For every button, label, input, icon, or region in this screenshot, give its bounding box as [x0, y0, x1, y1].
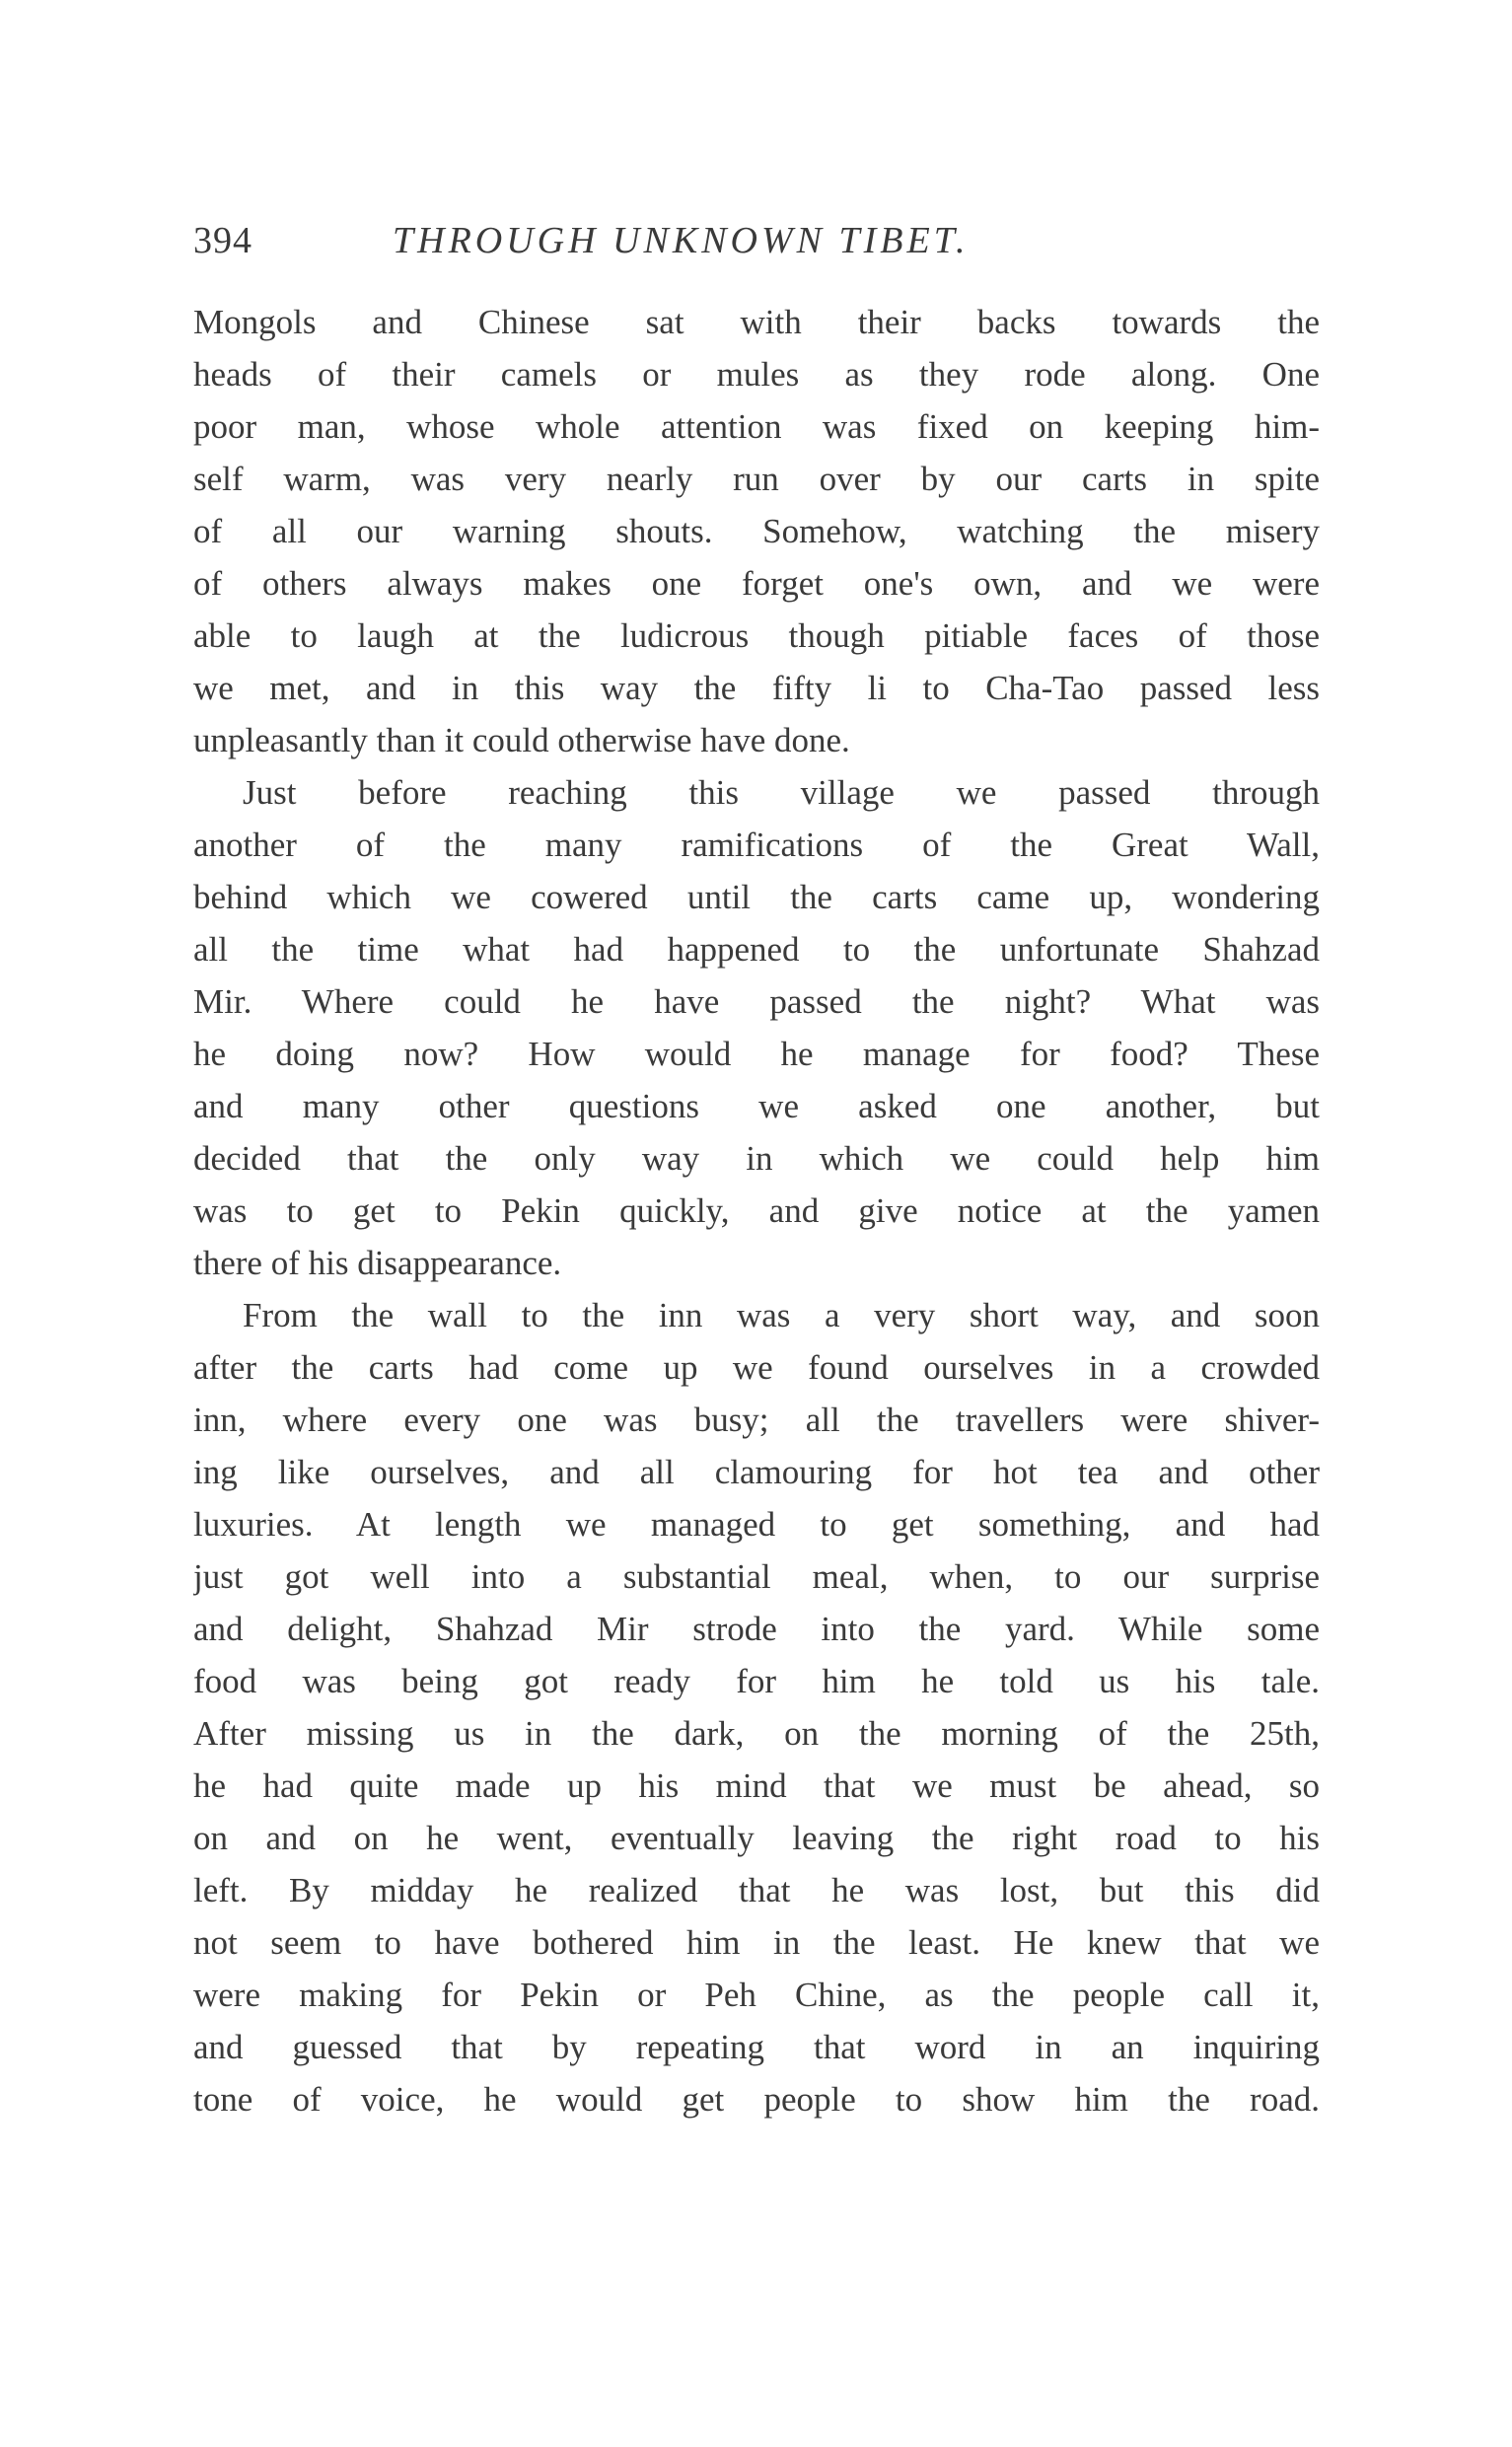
- text-line: From the wall to the inn was a very short way, and soon: [243, 1296, 1320, 1334]
- text-line: decided that the only way in which we could help him: [193, 1139, 1320, 1178]
- text-line: on and on he went, eventually leaving the right road to his: [193, 1819, 1320, 1857]
- text-line: and many other questions we asked one another, but: [193, 1087, 1320, 1125]
- text-line: luxuries. At length we managed to get something, and had: [193, 1505, 1320, 1544]
- text-line: left. By midday he realized that he was lost, but this did: [193, 1871, 1320, 1909]
- text-line: After missing us in the dark, on the morning of the 25th,: [193, 1714, 1320, 1753]
- text-line: poor man, whose whole attention was fixed on keeping him-: [193, 407, 1320, 446]
- text-line: he had quite made up his mind that we must be ahead, so: [193, 1766, 1320, 1805]
- text-line: after the carts had come up we found ourselves in a crowded: [193, 1348, 1320, 1387]
- text-line: and guessed that by repeating that word in an inquiring: [193, 2028, 1320, 2066]
- text-line: were making for Pekin or Peh Chine, as the people call it,: [193, 1976, 1320, 2014]
- running-title: THROUGH UNKNOWN TIBET.: [393, 220, 970, 261]
- text-line: there of his disappearance.: [193, 1244, 562, 1282]
- text-line: tone of voice, he would get people to show him the road.: [193, 2080, 1320, 2119]
- text-line: Just before reaching this village we passed through: [243, 773, 1320, 812]
- text-line: we met, and in this way the fifty li to Cha-Tao passed less: [193, 669, 1320, 707]
- page-header: [193, 219, 1320, 268]
- text-line: food was being got ready for him he told us his tale.: [193, 1662, 1320, 1700]
- text-line: able to laugh at the ludicrous though pitiable faces of those: [193, 616, 1320, 655]
- text-line: of others always makes one forget one's own, and we were: [193, 564, 1320, 603]
- text-line: all the time what had happened to the unfortunate Shahzad: [193, 930, 1320, 969]
- text-line: ing like ourselves, and all clamouring for hot tea and other: [193, 1453, 1320, 1491]
- text-line: of all our warning shouts. Somehow, watching the misery: [193, 512, 1320, 550]
- page-number: 394: [193, 220, 252, 261]
- text-line: inn, where every one was busy; all the travellers were shiver-: [193, 1401, 1320, 1439]
- text-line: heads of their camels or mules as they rode along. One: [193, 355, 1320, 394]
- text-line: another of the many ramifications of the Great Wall,: [193, 826, 1320, 864]
- text-line: was to get to Pekin quickly, and give notice at the yamen: [193, 1191, 1320, 1230]
- text-line: unpleasantly than it could otherwise have done.: [193, 721, 850, 759]
- text-line: self warm, was very nearly run over by our carts in spite: [193, 460, 1320, 498]
- text-line: just got well into a substantial meal, when, to our surprise: [193, 1557, 1320, 1596]
- text-line: behind which we cowered until the carts came up, wondering: [193, 878, 1320, 916]
- text-line: not seem to have bothered him in the least. He knew that we: [193, 1923, 1320, 1962]
- body-text: [193, 296, 1320, 2125]
- text-line: he doing now? How would he manage for food? These: [193, 1035, 1320, 1073]
- text-line: Mir. Where could he have passed the night? What was: [193, 982, 1320, 1021]
- text-line: and delight, Shahzad Mir strode into the yard. While some: [193, 1610, 1320, 1648]
- text-line: Mongols and Chinese sat with their backs towards the: [193, 303, 1320, 341]
